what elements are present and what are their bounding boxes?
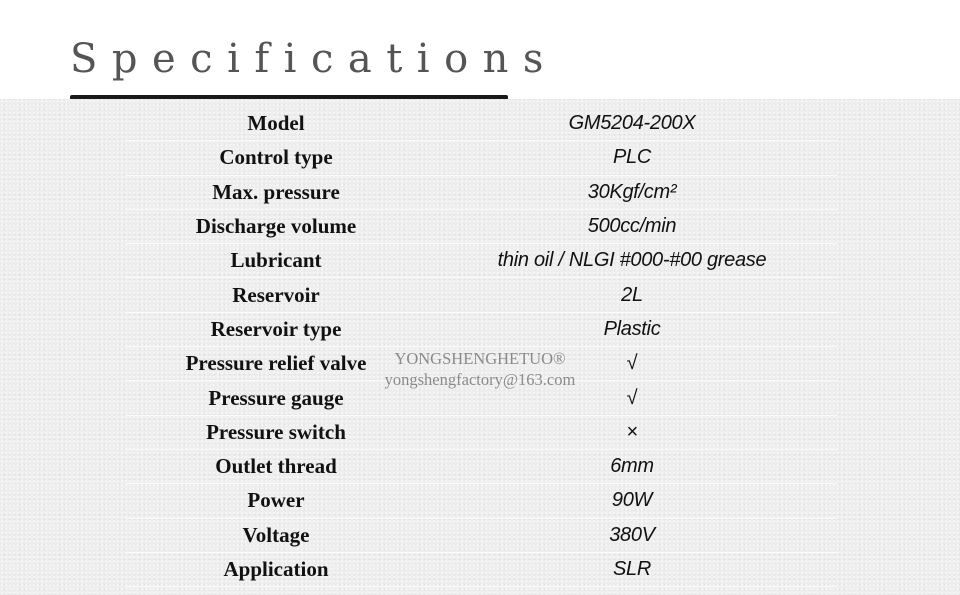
spec-value: thin oil / NLGI #000-#00 grease — [497, 249, 767, 272]
spec-row-pressure-gauge — [125, 381, 837, 415]
spec-label: Max. pressure — [212, 179, 340, 204]
spec-value: 90W — [611, 489, 653, 512]
spec-row-model — [125, 107, 837, 141]
check-mark-icon: √ — [626, 386, 638, 409]
spec-row-discharge-volume — [125, 210, 837, 244]
spec-label: Lubricant — [230, 248, 322, 273]
spec-value: 2L — [621, 283, 643, 306]
spec-row-pressure-switch — [125, 416, 837, 450]
spec-label: Control type — [219, 145, 333, 170]
spec-label: Discharge volume — [195, 214, 357, 239]
page-title: Specifications — [70, 36, 558, 82]
spec-row-max-pressure — [125, 176, 837, 210]
spec-label: Application — [223, 557, 329, 581]
spec-value: PLC — [612, 146, 651, 169]
spec-row-lubricant — [125, 244, 837, 278]
spec-row-reservoir — [125, 278, 837, 312]
check-mark-icon: √ — [626, 352, 638, 375]
watermark-email: yongshengfactory@163.com — [384, 370, 576, 389]
spec-label: Power — [247, 488, 305, 513]
spec-label: Pressure switch — [206, 419, 346, 444]
spec-label: Outlet thread — [215, 454, 337, 479]
spec-label: Pressure relief valve — [185, 351, 367, 376]
spec-value: GM5204-200X — [568, 112, 696, 135]
spec-label: Reservoir — [232, 282, 320, 307]
spec-value: 380V — [609, 523, 655, 546]
spec-row-application — [125, 553, 837, 587]
cross-mark-icon: × — [626, 420, 638, 443]
spec-label: Voltage — [242, 522, 310, 547]
spec-row-outlet-thread — [125, 450, 837, 484]
watermark-brand: YONGSHENGHETUO® — [394, 349, 566, 368]
spec-row-control-type — [125, 141, 837, 175]
spec-value: 6mm — [610, 455, 654, 478]
spec-row-voltage — [125, 519, 837, 553]
spec-row-reservoir-type — [125, 313, 837, 347]
spec-value: 500cc/min — [587, 215, 677, 238]
spec-label: Model — [247, 111, 305, 136]
spec-table — [125, 107, 837, 587]
spec-label: Pressure gauge — [208, 385, 344, 410]
spec-row-power — [125, 484, 837, 518]
spec-label: Reservoir type — [210, 316, 342, 341]
spec-row-pressure-relief-valve — [125, 347, 837, 381]
spec-value: 30Kgf/cm² — [587, 180, 677, 203]
spec-value: Plastic — [603, 317, 661, 340]
spec-value: SLR — [612, 558, 651, 580]
